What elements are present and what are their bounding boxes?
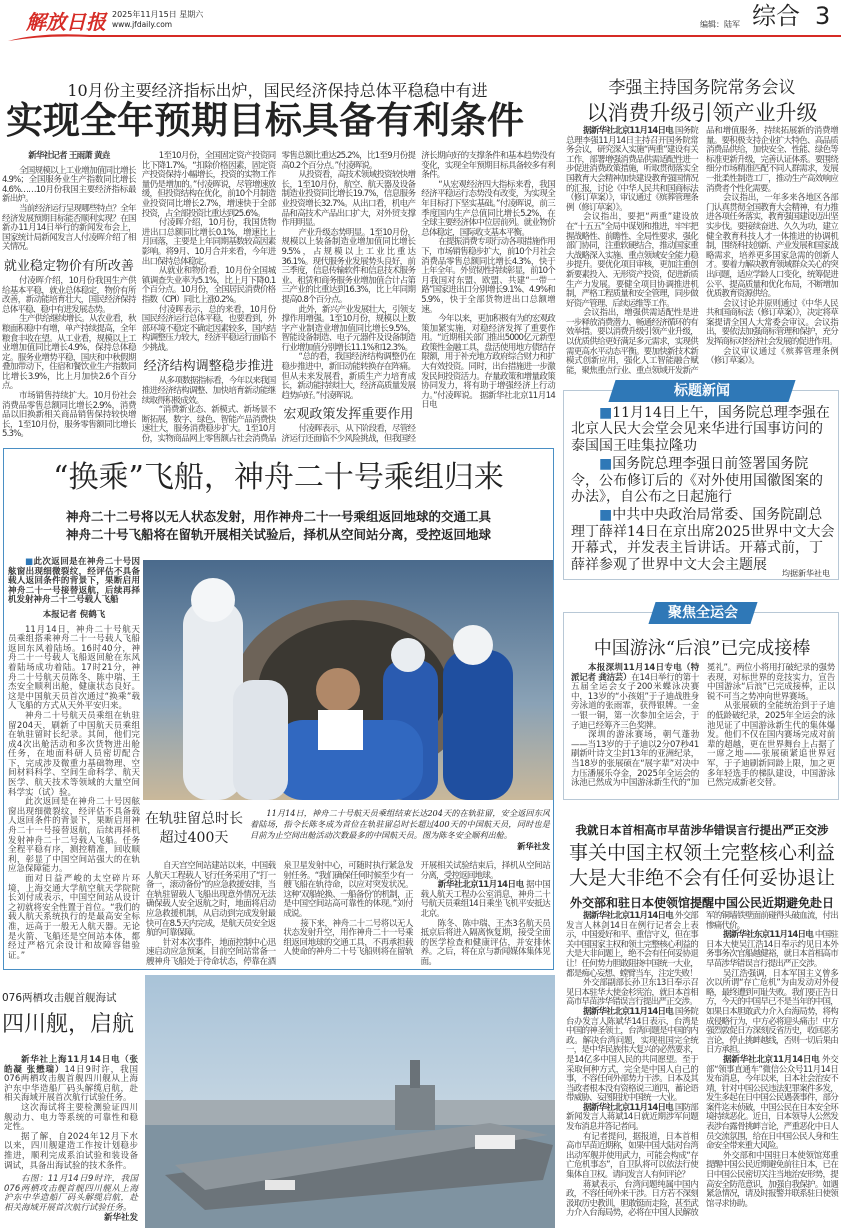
paragraph: 1至10月份，全国固定资产投资同比下降1.7%。“扣除价格因素，固定资产投资保持小幅增长，投资的实物工作量仍是增加的。”付凌晖说，尽管增速放缓，但投资结构在优化，前10个月制造业投资同比增长2.7%，增速快于全部投资，占全部投资比重达到25.6%。	[141, 151, 276, 219]
paragraph-text: 外交部发言人林剑14日在例行记者会上表示，中国爱好和平、重信守义，但在事关中国国家主权和领土完整核心利益的大是大非问题上，绝不会有任何妥协退让！任何势力胆敢阻挠中国统一大业，都是痴心妄想、螳臂当车，注定失败！	[566, 911, 698, 979]
liqiang-headline: 以消费升级引领产业升级	[586, 101, 818, 125]
section-heading: 经济结构调整稳步推进	[143, 359, 274, 375]
paragraph: 从就业和物价看，10月份全国城镇调查失业率为5.1%，比上月下降0.1个百分点。10月份，全国居民消费价格指数（CPI）同比上涨0.2%。	[141, 266, 276, 305]
paragraph-text: 国防部新闻发言人蒋斌14日就近期涉军问题发布消息并答记者问。	[566, 1102, 698, 1133]
square-bullet-icon: ■	[599, 405, 613, 421]
paragraph: 产业升级态势明显。1至10月份，规模以上装备制造业增加值同比增长9.5%，占规模以上工业比重达36.1%。现代服务业发展势头良好，前三季度，信息传输软件和信息技术服务业、租赁和商务服务业增加值合计占第三产业的比重达到16.3%，比上年同期提高0.8个百分点。	[281, 227, 416, 305]
paragraph-text: 据了解，自2024年12月下水以来，四川舰建造工作按计划稳步推进，顺利完成系泊试验和装设备调试，具备出海试验的技术条件。	[4, 1131, 138, 1171]
shenzhou-subhead-2: 神舟二十号飞船将在留轨开展相关试验后，择机从空间站分离，受控返回地球	[65, 527, 491, 542]
paragraph	[706, 970, 838, 1056]
paragraph	[706, 194, 838, 300]
paragraph: 生产供给继续增长。从农业看，秋粮面积稳中有增，单产持续提高，全年粮食丰收在望。从工业看，规模以上工业增加值同比增长4.9%，保持总体稳定。服务业增势平稳，国庆和中秋假期叠加带动下，住宿和餐饮业生产指数同比增长3.9%，比上月加快2.6个百分点。	[2, 314, 136, 392]
games-body	[571, 664, 835, 789]
section-heading: 宏观政策发挥重要作用	[283, 407, 414, 423]
photo-title-line-2: 超过400天	[159, 830, 229, 846]
paragraph: 11月14日，神舟二十号航天员乘组搭乘神舟二十一号载人飞船返回东风着陆场。16时40分，神舟二十一号载人飞船返回舱在东风着陆场成功着陆。17时21分，神舟二十号航天员陈冬、陈中瑞、王杰安全顺利出舱，健康状态良好。这是中国航天员首次通过“换乘”载人飞船的方式从天外平安归来。	[8, 624, 140, 712]
photo-title	[143, 810, 245, 848]
headline-news-item[interactable]	[571, 507, 835, 573]
paragraph: 付凌晖介绍，10月份，我国货物进出口总额同比增长0.1%，增速比上月回落，主要是上年同期基数较高因素影响。将9月、10月合并来看，今年进出口保持总体稳定。	[141, 218, 276, 267]
paragraph-text: 会议指出，增强供需适配性是进一步释放消费潜力、畅通经济循环的有效举措。要以消费升级引领产业升级，以优质供给更好满足多元需求，实现供需更高水平动态平衡。要加快新技术新模式创新应用，强化人工智能融合赋能，聚焦重点行业、重点领域开发新产品和增值服务，持续拓展新的消费增量。要积极支持企业扩大特色、高品质消费品供给，加快安全、性能、绿色等标准更新升级，完善认证体系。要围绕细分市场精准匹配不同人群需求，发展一批柔性制造工厂，推动生产高效响应消费者个性化需要。	[566, 126, 838, 376]
paragraph-text: 外交部“领事直通车”微信公众号11月14日发布消息，今年以来，日本社会治安不靖，针对中国公民违法犯罪案件多发，发生多起在日中国公民遇袭事件，部分案件迄未侦破，中国公民在日本安全环境持续恶化。近日，日本领导人公然发表涉台露骨挑衅言论，严重恶化中日人员交流氛围，给在日中国公民人身和生命安全带来重大风险。	[706, 1054, 838, 1152]
paragraph-text: 蒋斌表示，台湾问题纯属中国内政，不容任何外来干涉。日方若不深刻汲取历史教训，胆敢铤而走险，甚至武力介入台海局势，必将在中国人民解放军的铜墙铁壁面前碰得头破血流，付出惨痛代价。	[566, 911, 838, 1219]
paragraph-text: 这次海试将主要检测验证四川舰动力、电力等系统的可靠性和稳定性。	[4, 1102, 138, 1133]
econ-body	[2, 152, 555, 445]
dateline: 新华社上海11月14日电（张皓凝 张懋瑞）	[4, 1055, 138, 1075]
paragraph	[4, 1133, 138, 1171]
paragraph	[566, 127, 698, 213]
paragraph-text: 深圳的游泳赛场，朝气蓬勃——当13岁的于子迪以2分07秒41刷新叶诗文尘封13年的亚洲纪录，当18岁的张展硕在“展字辈”对决中力压潘展乐夺金，2025年全运会的泳池已然成为中国游泳新生代的“加冕礼”。两位小将用打破纪录的强势表现，对标世界的竞技实力，宣告中国游泳“后浪”已完成接棒，正以锐不可当之势冲向世界赛场。	[571, 663, 835, 789]
paragraph: “消费新业态、新模式、新场景不断拓展，数字、绿色、智能产品消费快速壮大，服务消费稳步扩大。1至10月份，实物商品网上零售额占社会消费品零售总额比重达25.2%，比1至9月份提高0.2个百分点。”付凌晖说。	[141, 151, 416, 445]
newspaper-logo: 解放日报	[26, 10, 106, 34]
paragraph	[146, 862, 275, 939]
paragraph-text: 有记者提问，据报道，日本首相高市早苗近期称，如果中国大陆对台湾出动军舰并使用武力，可能会构成“存亡危机事态”，自卫队将可以依法行使集体自卫权。请问发言人有何评论？	[566, 1131, 698, 1181]
square-bullet-icon: ■	[25, 557, 34, 567]
paragraph-text: 会议指出，一年多来各地区各部门认真贯彻全国教育大会精神，有力推进各项任务落实，教育强国建设迈出坚实步伐。要接续奋进、久久为功，建立健全教育科技人才一体推进的协调机制，围绕科技创新、产业发展和国家战略需求，培养更多国家急需的创新人才。要着力解决教育领域群众关心的突出问题，适应学龄人口变化，统筹促进公平、提高质量和优化布局，不断增加优质教育资源供给。	[706, 193, 838, 300]
paragraph-text: 外交部副部长孙卫东13日奉示召见日本驻华大使金杉宪治，就日本首相高市早苗涉华错误言行提出严正交涉。	[566, 978, 698, 1008]
sichuan-kicker: 076两栖攻击舰首舰海试	[2, 992, 117, 1004]
byline: 新华社记者 王雨萧 黄垚	[28, 151, 110, 161]
paragraph-text: 会议指出，要把“两重”建设放在“十五五”全局中谋划和推进，牢牢把握战略性、前瞻性、全局性要求，强化部门协同，注重软硬结合，推动国家重大战略深入实施、重点领域安全能力稳步提升。要优化项目审核，更加注重创新要素投入、无形资产投资，促进新质生产力发展。要健全项目协调推进机制，严格工程质量和安全管理，同步做好资产管理、后续运维等工作。	[566, 212, 698, 309]
paragraph: 付凌晖介绍，10月份我国生产供给基本平稳，就业总体稳定，物价有所改善，新动能培育壮大，国民经济保持总体平稳、稳中有进发展态势。	[2, 275, 136, 315]
headline-news-list	[571, 405, 835, 575]
paragraph	[706, 1056, 838, 1152]
paragraph-text: 据中国载人航天工程办公室消息，神舟二十号航天员乘组14日乘坐飞机平安抵达北京。	[420, 880, 550, 919]
games-headline: 中国游泳“后浪”已完成接棒	[593, 638, 811, 659]
japan-headline-1: 事关中国主权领土完整核心利益	[568, 842, 835, 864]
games-banner: 聚焦全运会	[648, 602, 757, 624]
square-bullet-icon: ■	[599, 456, 613, 473]
paragraph-text: 接下来，神舟二十二号将以无人状态发射升空，用作神舟二十一号乘组返回地球的交通工具，不再承担载人使命的神舟二十号飞船则将在留轨开展相关试验结束后，择机从空间站分离，受控返回地球。	[283, 861, 550, 958]
paragraph	[707, 702, 835, 788]
paragraph: “从宏观经济四大指标来看，我国经济平稳运行态势没有改变，为实现全年目标打下坚实基础。”付凌晖说，前三季度国内生产总值同比增长5.2%，在全球主要经济体中位居前列。就业物价总体稳定，国际收支基本平衡。	[421, 179, 555, 238]
paragraph	[4, 1056, 138, 1104]
paragraph	[706, 348, 838, 367]
paragraph-text: 自天宫空间站建站以来，中国载人航天工程载人飞行任务采用了“打一备一，滚动备份”的应急救援安排，当在轨驻留载人飞船出现意外情况无法确保载人安全返航之时，地面将启动应急救援机制，从启动到完成发射最快可在8.5天内完成，是航天员安全返航的可靠保障。	[146, 861, 276, 939]
headline-news-item[interactable]	[571, 456, 835, 505]
shenzhou-subhead-1: 神舟二十二号将以无人状态发射，用作神舟二十一号乘组返回地球的交通工具	[65, 509, 491, 524]
liqiang-body	[566, 127, 838, 376]
dateline: 据新华社北京11月14日电	[583, 126, 673, 136]
paragraph-text: 会议讨论并原则通过《中华人民共和国商标法（修订草案）》，决定将草案提请全国人大常委会审议。会议指出，要依法加强商标管理和保护，充分发挥商标对经济社会发展的促进作用。	[706, 298, 838, 348]
paragraph: 当前经济运行呈现哪些特点？全年经济发展预期目标能否顺利实现？在国新办11月14日举行的新闻发布会上，国家统计局新闻发言人付凌晖介绍了相关情况。	[2, 203, 136, 253]
website-url: www.jfdaily.com	[112, 20, 173, 29]
paragraph	[566, 1104, 698, 1133]
ship-photo-credit: 新华社发	[103, 1212, 138, 1223]
shenzhou-lead: ■此次返回是在神舟二十号因舷窗出现细微裂纹，经评估不具备载人返回条件的背景下，果断启用神舟二十一号接替返航，后续再择机发射神舟二十二号载人飞船	[8, 557, 140, 606]
paragraph: 全国规模以上工业增加值同比增长4.9%；全国服务业生产指数同比增长4.6%……10月份我国主要经济指标最新出炉。	[2, 165, 136, 205]
section-name: 综合	[752, 2, 800, 30]
paragraph-text: 中国驻日本大使吴江浩14日奉示约见日本外务事务次官船越健裕，就日本首相高市早苗涉华错误言行提出严正交涉。	[706, 930, 838, 969]
paragraph: 从多项数据指标看，今年以来我国推进经济结构调整、加快培育新动能继续取得积极成效。	[141, 376, 276, 406]
paragraph	[566, 1133, 698, 1181]
shenzhou-byline: 本报记者 倪鹤飞	[42, 609, 106, 620]
paragraph: 神舟二十号航天员乘组在轨驻留204天，刷新了中国航天员乘组在轨驻留时长纪录。其间，他们完成4次出舱活动和多次货物进出舱任务，在地面科研人员密切配合下，完成涉及微重力基础物理、空间材料科学、空间生命科学、航天医学、航天技术等领域的大量空间科学实（试）验。	[8, 710, 140, 798]
sichuan-headline: 四川舰，启航	[2, 1012, 135, 1037]
dateline: 据新华社北京11月14日电	[583, 1102, 673, 1113]
liqiang-kicker: 李强主持国务院常务会议	[608, 78, 796, 98]
japan-body	[566, 912, 838, 1219]
paragraph: 付凌晖表示，总的来看，10月份国民经济运行总体平稳，也要看到，外部环境不稳定不确定因素较多，国内结构调整压力较大，经济平稳运行面临不少挑战。	[141, 304, 276, 353]
paragraph-text: 国务院总理李强11月14日主持召开国务院常务会议，研究深入实施“两重”建设有关工作，部署增强消费品供需适配性进一步促进消费政策措施，听取贯彻落实全国教育大会精神加快建设教育强国情况的汇报，讨论《中华人民共和国商标法（修订草案）》，审议通过《殡葬管理条例（修订草案）》。	[566, 126, 698, 213]
paragraph-text: 陈冬、陈中瑞、王杰3名航天员抵京后将进入隔离恢复期，接受全面的医学检查和健康评估，并安排休养。之后，将在京与新闻媒体集体见面。	[420, 918, 550, 967]
paragraph-text: 国务院台办发言人陈斌华14日表示，台湾是中国的神圣领土，台湾问题是中国的内政。解决台湾问题，实现祖国完全统一，是中华民族伟大复兴的必然要求，是14亿多中国人民的共同愿望。至于采取何种方式，完全是中国人自己的事，不容任何外部势力干涉。日本及其当政者根本没有资格说三道四，蓄论语带威胁、妄图阻扰中国统一大业。	[566, 1006, 698, 1104]
sichuan-body	[4, 1056, 138, 1223]
section-heading: 就业稳定物价有所改善	[3, 258, 134, 274]
photo-title-line-1: 在轨驻留总时长	[145, 811, 243, 827]
paragraph	[421, 920, 550, 968]
editor-credit: 编辑：陆军	[700, 20, 740, 29]
issue-date: 2025年11月15日 星期六	[112, 10, 204, 19]
dateline: 本报深圳11月14日专电（特派记者 龚洁芸）	[571, 663, 699, 683]
sichuan-ship-photo	[145, 975, 555, 1228]
masthead-rule	[0, 30, 841, 42]
paragraph-text: 外交部和中国驻日本使领馆郑重提醒中国公民近期避免前往日本，已在日中国公民密切关注当地治安形势，提高安全防范意识，加强自我保护。如遇紧急情况，请及时报警并联系驻日使领馆寻求协助。	[706, 1150, 838, 1209]
shenzhou-left-column	[8, 558, 140, 961]
dateline: 据新华社北京11月14日电	[583, 1006, 673, 1017]
econ-kicker: 10月份主要经济指标出炉，国民经济保持总体平稳稳中有进	[67, 81, 488, 100]
paragraph	[566, 213, 698, 309]
item-text: 11月14日上午，国务院总理李强在北京人民大会堂会见来华进行国事访问的泰国国王哇集拉隆功	[571, 405, 830, 454]
headline-news-banner: 标题新闻	[608, 380, 795, 402]
paragraph: 面对日益严峻的太空碎片环境，上海交通大学航空航天学院院长刘付成表示，中国空间站从设计之初就将安全性置于首位。“我们的载人航天系统执行的是最高安全标准，远高于一般无人航天器。无论是火箭、飞船还是空间站本体，都经过严格冗余设计和故障容错验证。”	[8, 874, 140, 961]
japan-headline-2: 大是大非绝不会有任何妥协退让	[568, 867, 835, 889]
paragraph: 付凌晖表示，从下阶段看，尽管经济运行还面临不少风险挑战，但我国经济长期向好的支撑条件和基本趋势没有变化，实现全年预期目标具备较多有利条件。	[281, 151, 555, 445]
item-text: 中共中央政治局常委、国务院副总理丁薛祥14日在京出席2025世界中文大会开幕式，并发表主旨讲话。开幕式前，丁薛祥参观了世界中文大会主题展	[571, 507, 835, 573]
paragraph	[4, 1104, 138, 1133]
paragraph	[706, 931, 838, 969]
caption-text: 右图：11月14日9时许，我国076两栖攻击舰首舰四川舰从上海沪东中华造船厂码头解缆启航，赴相关海域开展首次航行试验任务。	[4, 1174, 138, 1213]
paragraph: “总的看，我国经济结构调整仍在稳步推进中，新旧动能转换存在阵痛。但从未来发展看，新质生产力培育成长，新动能持续壮大，经济高质量发展趋势向好。”付凌晖说。	[281, 352, 416, 401]
paragraph	[421, 881, 550, 919]
page-number: 3	[815, 2, 831, 30]
shenzhou-photo	[143, 560, 553, 800]
paragraph-text: 14日9时许，我国076两栖攻击舰首舰四川舰从上海沪东中华造船厂码头解缆启航，赴相关海域开展首次航行试验任务。	[4, 1064, 138, 1104]
paragraph-text: 针对本次事件，地面控制中心迅速启动应急预案，目前空间站常备一艘神舟飞船处于待命状态，停靠在酒泉卫星发射中心，可随时执行紧急发射任务。“我们确保任何时候至少有一艘飞船在轨待命，以应对突发状况。这种‘双船轮换、一船备份’的机制，正是中国空间站高可靠性的体现。”刘付成说。	[146, 861, 413, 967]
paragraph: 从投资看，高技术领域投资较快增长，1至10月份，航空、航天器及设备制造业投资同比增长19.7%，信息服务业投资增长32.7%。从出口看，机电产品和高技术产品出口扩大，对外贸支撑作用明显。	[281, 170, 416, 229]
paragraph	[706, 1152, 838, 1210]
photo-credit: 新华社发	[517, 841, 550, 851]
paragraph	[571, 664, 699, 731]
paragraph: 此次返回是在神舟二十号因舷窗出现细微裂纹，经评估不具备载人返回条件的背景下，果断启用神舟二十一号接替返航，后续再择机发射神舟二十二号载人飞船。任务全程平稳有序，测控精准，回收顺利，彰显了中国空间站强大的在轨应急保障能力。	[8, 797, 140, 875]
item-text: 国务院总理李强日前签署国务院令，公布修订后的《对外使用国徽图案的办法》，自公布之日起施行	[571, 456, 823, 506]
dateline: 新华社北京11月14日电	[437, 880, 524, 891]
paragraph-text: 吴江浩强调，日本军国主义曾多次以所谓“存亡危机”为由发动对外侵略，最终遭到可耻失败。我们要正告日方，今天的中国早已不是当年的中国，如果日本胆敢武力介入台海局势，将构成侵略行为，中方必将迎头痛击！中方强烈敦促日方深刻反省历史，收回恶劣言论，停止挑衅越线，否则一切后果由日方承担。	[706, 968, 838, 1056]
paragraph-text: 会议审议通过《殡葬管理条例（修订草案）》。	[706, 346, 838, 367]
paragraph: 今年以来，更加积极有为的宏观政策加紧实施，对稳经济发挥了重要作用。“近期相关部门推出5000亿元新型政策性金融工具，盘活使用地方债结存限额，用于补充地方政府综合财力和扩大有效投资。同时，出台措施进一步激发民间投资活力。存量政策和增量政策协同发力，将有助于增强经济上行动力。”付凌晖说。 据新华社北京11月14日电	[421, 314, 555, 411]
japan-kicker: 我就日本首相高市早苗涉华错误言行提出严正交涉	[575, 823, 829, 837]
paragraph-text: 在14日举行的第十五届全运会女子200米蝶泳决赛中，13岁的“小孩姐”于子迪战胜身旁泳道的张雨霏，获得银牌。一金一银一铜，第一次参加全运会，于子迪已经筹齐三色奖牌。	[571, 672, 699, 731]
paragraph	[566, 912, 698, 979]
paragraph	[566, 1008, 698, 1104]
paragraph: 市场销售持续扩大。10月份社会消费品零售总额同比增长2.9%，消费品以旧换新相关商品销售保持较快增长，1至10月份，服务零售额同比增长5.3%。	[2, 391, 136, 440]
paragraph: 此外，新兴产业发展壮大，引领支撑作用增强。1至10月份，规模以上数字产业制造业增加值同比增长9.5%，智能设备制造、电子元器件及设备制造行业增加值分别增长11.1%和12.3%。	[281, 304, 416, 353]
dateline: 据新华社北京11月14日电	[723, 1054, 820, 1065]
paragraph	[706, 300, 838, 348]
japan-subhead: 外交部和驻日本使领馆提醒中国公民近期避免赴日	[569, 896, 834, 910]
masthead	[0, 0, 841, 42]
headline-news-source: 均据新华社电	[782, 569, 830, 578]
paragraph	[566, 979, 698, 1008]
dateline: 据新华社北京11月14日电	[583, 911, 673, 921]
paragraph: 在提振消费专项行动各项措施作用下，市场销售稳步扩大，前10个月社会消费品零售总额同比增长4.3%，快于上年全年。外贸韧性持续彰显，前10个月我国对东盟、欧盟、共建“一带一路”国家进出口分别增长9.1%、4.9%和5.9%，快于全部货物进出口总额增速。	[421, 237, 555, 315]
ship-photo-caption	[4, 1175, 138, 1213]
photo-caption: 11月14日，神舟二十号航天员乘组结束长达204天的在轨驻留，安全返回东风着陆场，指令长陈冬成为首位在轨驻留总时长超过400天的中国航天员，同时也是目前为止空间出舱活动次数最多的中国航天员。图为陈冬安全顺利出舱。 新华社发	[250, 808, 550, 851]
paragraph-text: 从张展硕的全能统治到于子迪的低龄破纪录，2025年全运会的泳池见证了中国游泳新生代的集体爆发。他们不仅在国内赛场完成对前辈的超越，更在世界舞台上占据了一席之地——张展硕紧追世界冠军，于子迪刷新同龄上限，加之更多年轻选手的梯队建设，中国游泳已然完成新老交替。	[707, 701, 835, 789]
econ-headline: 实现全年预期目标具备有利条件	[6, 99, 524, 142]
shenzhou-bottom-columns	[146, 862, 550, 968]
dateline: 据新华社东京11月14日电	[723, 930, 813, 941]
shenzhou-headline: “换乘”飞船，神舟二十号乘组归来	[53, 460, 504, 495]
headline-news-item[interactable]	[571, 405, 835, 454]
square-bullet-icon: ■	[599, 507, 613, 524]
